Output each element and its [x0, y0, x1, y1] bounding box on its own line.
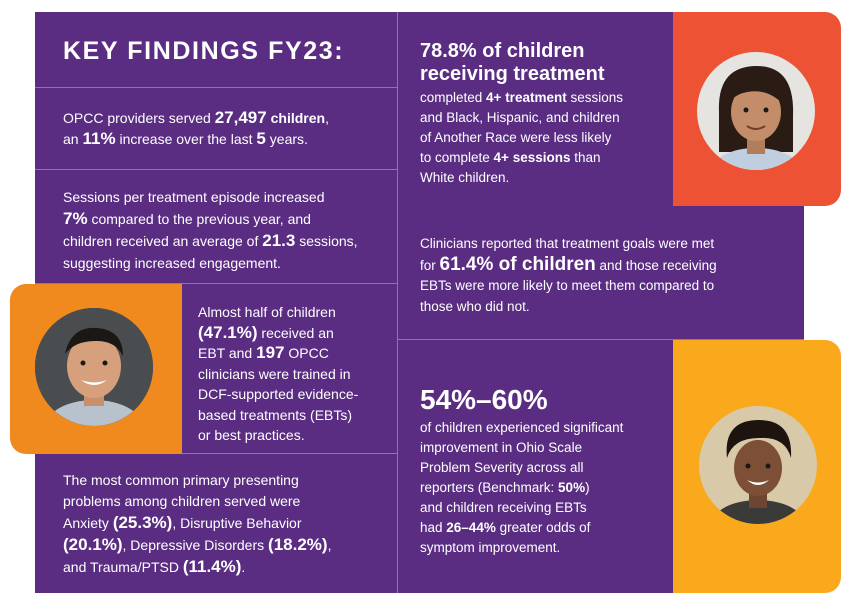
finding-symptom-improvement: [398, 340, 673, 593]
teen-photo: [699, 406, 817, 524]
finding-children-served: [35, 88, 397, 170]
girl-photo: [697, 52, 815, 170]
photo-panel-red: [673, 12, 841, 206]
finding-text: of children experienced significant improvement in Ohio Scale Problem Severity across all reporters (Benchmark: 50%) and children receiving EBTs had 26–44% greater odds of symptom improvement.: [420, 420, 624, 555]
finding-treatment-completion: [398, 12, 673, 206]
finding-heading: 78.8% of children receiving treatment: [420, 40, 605, 85]
finding-text: Almost half of children (47.1%) received an EBT and 197 OPCC clinicians were trained in DCF-supported evidence- based treatments (EBTs) or best practices.: [198, 304, 359, 443]
finding-text: The most common primary presenting problems among children served were Anxiety (25.3%), Disruptive Behavior (20.1%), Depressive Disorders (18.2%), and Trauma/PTSD (11.4%).: [63, 472, 332, 576]
page-title: KEY FINDINGS FY23:: [63, 37, 345, 65]
photo-panel-yellow: [673, 340, 841, 593]
finding-text: Sessions per treatment episode increased 7% compared to the previous year, and children received an average of 21.3 sessions, suggesting increased engagement.: [63, 189, 358, 271]
finding-text: completed 4+ treatment sessions and Black, Hispanic, and children of Another Race were less likely to complete 4+ sessions than White children.: [420, 90, 623, 185]
finding-text: OPCC providers served 27,497 children, an 11% increase over the last 5 years.: [63, 108, 329, 148]
finding-text: Clinicians reported that treatment goals were met for 61.4% of children and those receiving EBTs were more likely to meet them compared to those who did not.: [420, 236, 717, 314]
finding-stat: 54%–60%: [420, 384, 548, 415]
finding-sessions: [35, 170, 397, 284]
finding-ebt: [182, 284, 397, 454]
title-panel: [35, 12, 397, 88]
finding-presenting-problems: [35, 454, 397, 593]
teen-boy-photo: [35, 308, 153, 426]
finding-treatment-goals: [398, 206, 804, 340]
photo-panel-orange: [10, 284, 182, 454]
